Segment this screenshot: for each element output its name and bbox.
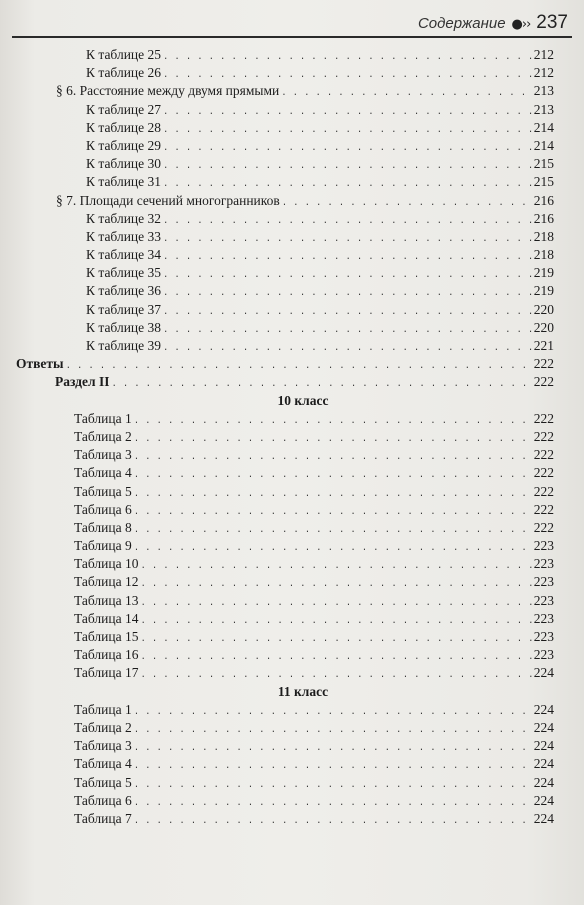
toc-entry-page: 223 [533,556,554,572]
toc-entry-label: Таблица 17 [74,665,139,681]
toc-entry-label: Таблица 13 [74,592,139,608]
toc-entry-page: 224 [533,719,554,735]
toc-entry [12,173,554,191]
dot-leader [134,485,532,503]
toc-grade-11 [12,701,554,828]
dot-leader [163,303,532,321]
toc-entry-label: Таблица 7 [74,810,132,826]
dot-leader [134,503,532,521]
toc-entry-label: Таблица 2 [74,719,132,735]
toc-entry-page: 224 [533,665,554,681]
toc-entry-page: 213 [533,83,554,99]
toc-entry-label: К таблице 29 [86,137,162,153]
toc-entry-label: К таблице 32 [86,210,162,226]
toc-entry-label: Таблица 5 [74,774,132,790]
toc-entry [12,519,554,537]
toc-entry-label: К таблице 34 [86,247,162,263]
toc-entry [12,464,554,482]
toc-entry-page: 222 [533,465,554,481]
dot-leader [163,103,532,121]
toc-entry [12,246,554,264]
toc-entry-page: 222 [533,483,554,499]
toc-entry-page: 223 [533,610,554,626]
toc-entry-label: К таблице 36 [86,283,162,299]
dot-leader [141,648,532,666]
toc-entry-page: 219 [533,283,554,299]
toc-entry [12,82,554,100]
dot-leader [111,375,531,393]
dot-leader [134,703,532,721]
toc-entry-page: 218 [533,247,554,263]
dot-leader [163,339,532,357]
toc-entry [12,373,554,391]
toc-entry [12,573,554,591]
page-number: 237 [536,12,568,33]
toc-entry-page: 223 [533,592,554,608]
dot-leader [134,721,532,739]
toc-entry [12,46,554,64]
toc-entry-label: К таблице 39 [86,338,162,353]
toc-entry-page: 218 [533,228,554,244]
dot-leader [281,84,531,102]
dot-leader [141,557,532,575]
toc-entry [12,428,554,446]
dot-leader [141,575,532,593]
toc-entry-label: Таблица 14 [74,610,139,626]
dot-leader [163,212,532,230]
toc-entry [12,282,554,300]
toc-entry-page: 223 [533,574,554,590]
dot-leader [134,776,532,794]
toc-entry-page: 213 [533,101,554,117]
dot-leader [134,794,532,812]
toc-entry-label: Таблица 6 [74,792,132,808]
toc-entry-page: 216 [533,192,554,208]
toc-entry-page: 223 [533,647,554,663]
toc-entry-label: Таблица 10 [74,556,139,572]
toc-entry-label: § 6. Расстояние между двумя прямыми [56,83,280,99]
toc-entry [12,410,554,428]
toc-entry-label: Таблица 4 [74,756,132,772]
toc-entry-page: 224 [533,738,554,754]
toc-entry [12,592,554,610]
toc-entry-label: Таблица 15 [74,629,139,644]
toc-entry [12,101,554,119]
toc-entry-page: 224 [533,756,554,772]
toc-entry [12,446,554,464]
toc-entry [12,701,554,719]
toc-entry-label: К таблице 30 [86,156,162,172]
dot-leader [163,48,532,66]
dot-leader [141,594,532,612]
toc-entry [12,264,554,282]
dot-leader [163,121,532,139]
toc-entry [12,537,554,555]
grade-11-heading: 11 класс [277,683,329,699]
toc-entry [12,628,554,646]
dot-leader [134,466,532,484]
toc-entry-page: 215 [533,174,554,190]
toc-entry [12,792,554,810]
dot-leader [141,630,532,648]
toc-entry [12,610,554,628]
toc-entry-page: 222 [533,410,554,426]
toc-entry-label: К таблице 33 [86,228,162,244]
toc-entry [12,646,554,664]
dot-leader [134,412,532,430]
toc-entry-label: К таблице 28 [86,119,162,135]
toc-entry [12,555,554,573]
dot-leader [134,539,532,557]
toc-entry [12,664,554,682]
page-header [12,10,572,38]
toc-entry-label: Таблица 1 [74,701,132,717]
toc-entry-label: Таблица 2 [74,428,132,444]
dot-leader [163,157,532,175]
toc-entry-page: 215 [533,156,554,172]
toc-entry-label: Таблица 4 [74,465,132,481]
toc-grade-10 [12,410,554,683]
toc-entry-label: Таблица 3 [74,738,132,754]
dot-leader [163,284,532,302]
toc-entry [12,137,554,155]
running-title: Содержание [417,15,506,32]
toc-entry-label: Ответы [16,356,64,372]
dot-leader [141,666,532,684]
toc-entry-page: 224 [533,701,554,717]
toc-entry-page: 214 [533,137,554,153]
toc-entry-page: 222 [533,356,554,372]
toc-entry-label: К таблице 38 [86,319,162,335]
header-inner [418,12,568,34]
header-ornament-icon: ●›› [511,17,531,32]
toc-entry-page: 222 [533,501,554,517]
toc-entry-page: 223 [533,629,554,644]
toc-entry-page: 224 [533,774,554,790]
dot-leader [134,739,532,757]
toc-entry [12,192,554,210]
dot-leader [163,230,532,248]
toc-entry-page: 222 [533,428,554,444]
toc-entry [12,319,554,337]
toc-entry-page: 219 [533,265,554,281]
toc-entry-page: 212 [533,65,554,81]
toc-entry-page: 221 [533,338,554,353]
toc-entry-label: Таблица 12 [74,574,139,590]
dot-leader [134,757,532,775]
toc-entry-label: § 7. Площади сечений многогранников [56,192,280,208]
table-of-contents [12,46,554,828]
toc-entry-page: 224 [533,810,554,826]
toc-entry-label: Таблица 3 [74,447,132,463]
dot-leader [134,430,532,448]
toc-entry-page: 222 [533,374,554,390]
dot-leader [141,612,532,630]
toc-entry-page: 223 [533,538,554,554]
toc-entry-label: К таблице 31 [86,174,162,190]
dot-leader [282,194,532,212]
toc-entry [12,228,554,246]
dot-leader [163,321,532,339]
toc-entry [12,737,554,755]
toc-entry [12,155,554,173]
toc-entry-page: 220 [533,319,554,335]
toc-part1 [12,46,554,392]
toc-entry-label: Таблица 8 [74,519,132,535]
dot-leader [163,266,532,284]
toc-entry-label: Таблица 1 [74,410,132,426]
toc-entry [12,210,554,228]
toc-entry-label: Таблица 6 [74,501,132,517]
toc-entry-label: К таблице 37 [86,301,162,317]
toc-entry [12,337,554,355]
toc-entry-page: 222 [533,519,554,535]
toc-entry-page: 222 [533,447,554,463]
toc-entry-label: К таблице 25 [86,47,162,62]
toc-entry [12,119,554,137]
toc-entry-label: К таблице 26 [86,65,162,81]
toc-entry [12,355,554,373]
toc-entry-label: Таблица 16 [74,647,139,663]
toc-entry-page: 220 [533,301,554,317]
dot-leader [66,357,532,375]
dot-leader [163,248,532,266]
dot-leader [134,448,532,466]
toc-entry-page: 224 [533,792,554,808]
toc-entry-page: 212 [533,47,554,62]
toc-entry [12,774,554,792]
toc-entry-label: Таблица 5 [74,483,132,499]
dot-leader [134,521,532,539]
toc-entry [12,755,554,773]
toc-entry [12,501,554,519]
toc-entry-label: К таблице 35 [86,265,162,281]
toc-entry [12,810,554,828]
toc-entry-page: 216 [533,210,554,226]
toc-entry [12,64,554,82]
grade-10-heading: 10 класс [277,392,329,408]
toc-entry [12,719,554,737]
toc-entry-page: 214 [533,119,554,135]
toc-entry [12,301,554,319]
dot-leader [134,812,532,830]
dot-leader [163,139,532,157]
toc-entry-label: К таблице 27 [86,101,162,117]
toc-entry [12,483,554,501]
toc-entry-label: Таблица 9 [74,538,132,554]
toc-entry-label: Раздел II [55,374,110,390]
